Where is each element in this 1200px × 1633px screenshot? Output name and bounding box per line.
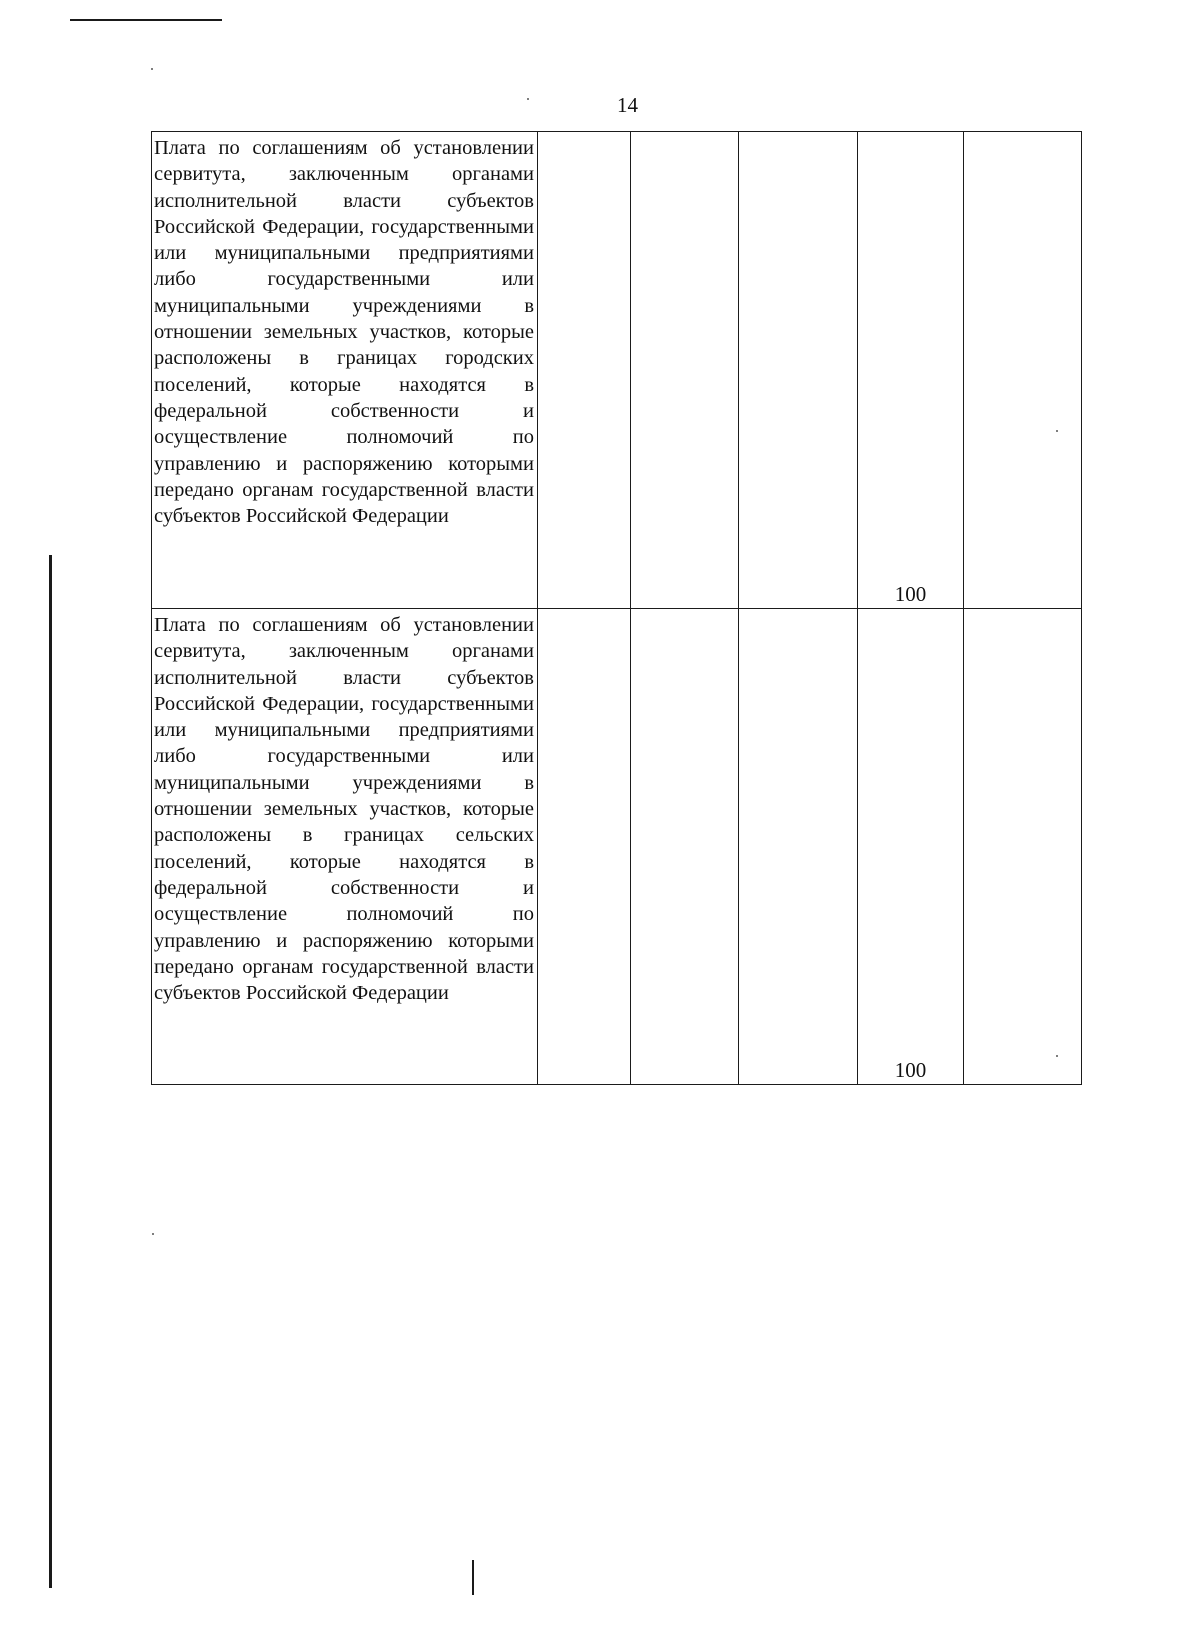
scan-speck: [152, 1233, 154, 1235]
value-cell: [538, 132, 631, 609]
scan-bottom-tick: [472, 1560, 474, 1595]
value-cell: [739, 132, 858, 609]
value-cell: [739, 609, 858, 1085]
description-text: Плата по соглашениям об установлении сервитута, заключенным органами исполнительной власти субъектов Российской Федерации, государственными или муниципальными предприятиями либо государственными или муниципальными учреждениями в отношении земельных участков, которые расположены в границах городских поселений, которые находятся в федеральной собственности и осуществление полномочий по управлению и распоряжению которыми передано органам государственной власти: [154, 137, 534, 501]
value-cell: [964, 132, 1082, 609]
description-last-line: субъектов Российской Федерации: [154, 982, 449, 1005]
description-text: Плата по соглашениям об установлении сервитута, заключенным органами исполнительной власти субъектов Российской Федерации, государственными или муниципальными предприятиями либо государственными или муниципальными учреждениями в отношении земельных участков, которые расположены в границах сельских поселений, которые находятся в федеральной собственности и осуществление полномочий по управлению и распоряжению которыми передано органам государственной власти: [154, 614, 534, 978]
value-cell: [538, 609, 631, 1085]
description-cell: [152, 609, 538, 1085]
header-rule: [70, 19, 222, 21]
table-row: [152, 132, 1082, 609]
value-cell: 100: [858, 609, 964, 1085]
page-number: 14: [617, 93, 638, 117]
budget-table: [151, 131, 1082, 1085]
description-last-line: субъектов Российской Федерации: [154, 505, 449, 528]
value-cell: [631, 132, 739, 609]
description-cell: [152, 132, 538, 609]
scan-speck: [151, 68, 153, 70]
value-cell: [964, 609, 1082, 1085]
value-cell: 100: [858, 132, 964, 609]
scan-margin-bar: [49, 555, 52, 1588]
table-row: [152, 609, 1082, 1085]
value-cell: [631, 609, 739, 1085]
